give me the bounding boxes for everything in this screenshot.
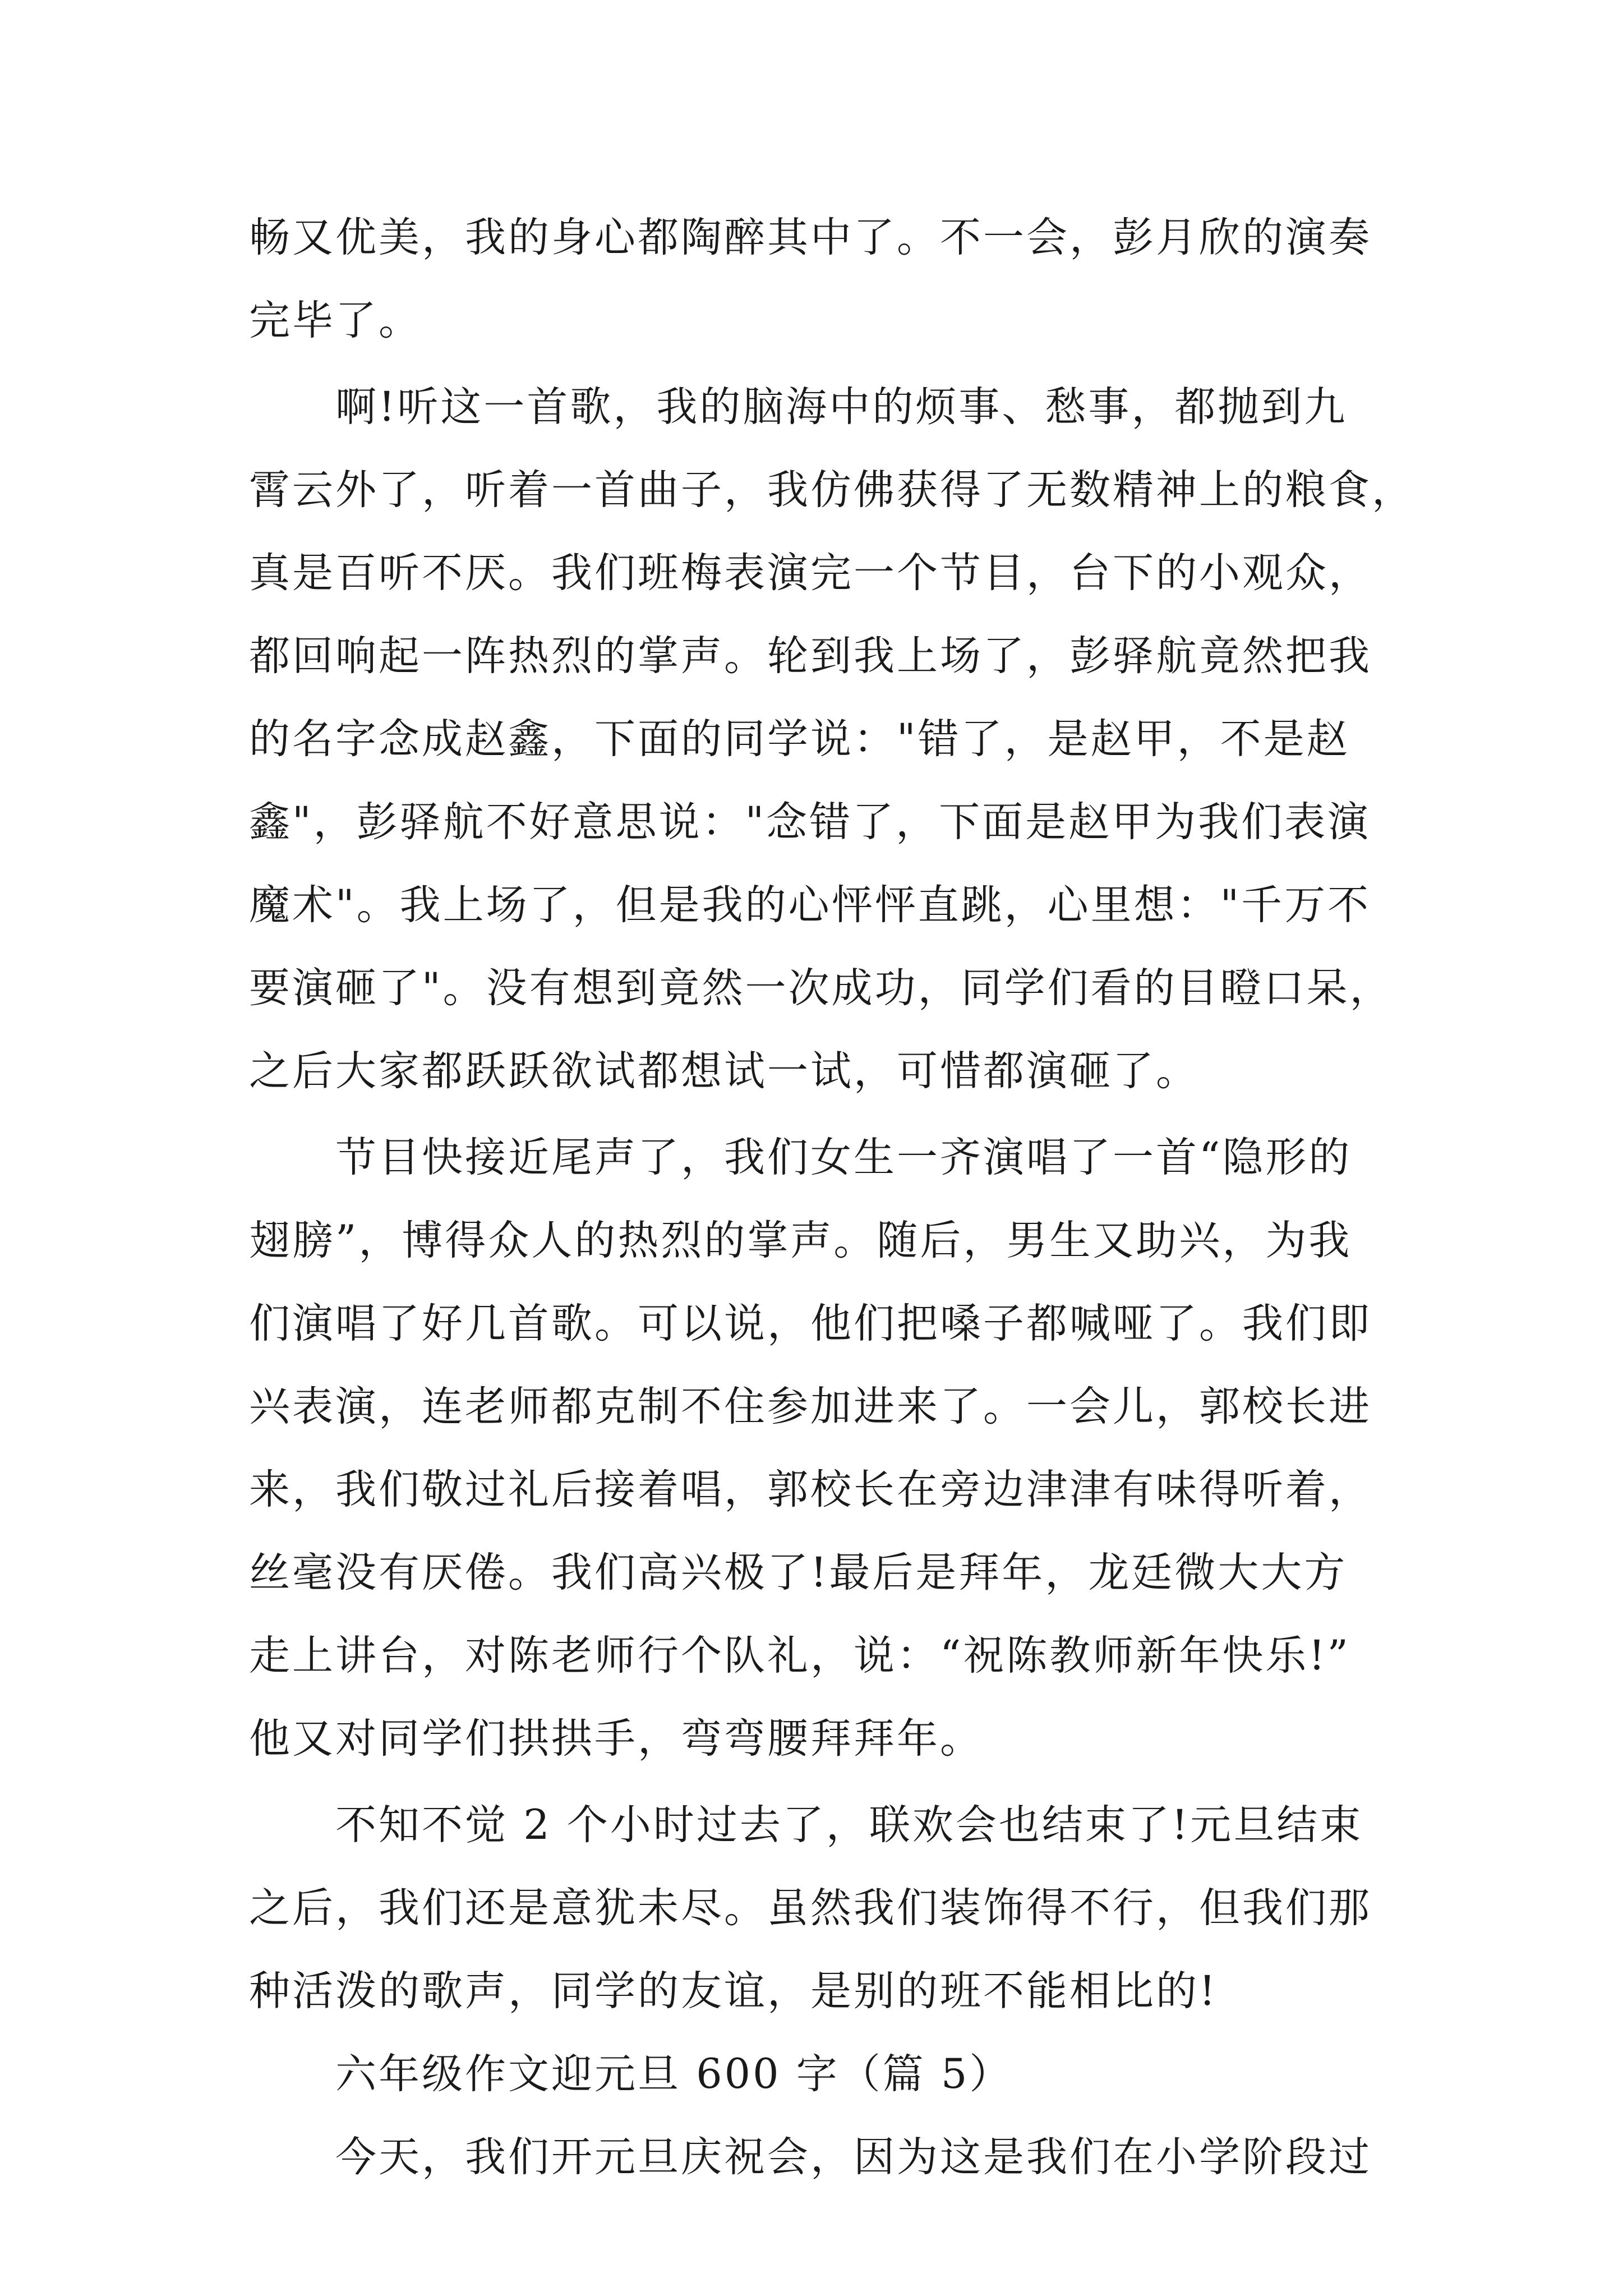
text-line: 之后，我们还是意犹未尽。虽然我们装饰得不行，但我们那: [249, 1884, 1372, 1932]
text-line: 完毕了。: [249, 297, 422, 344]
text-line: 啊!听这一首歌，我的脑海中的烦事、愁事，都抛到九: [249, 383, 1348, 431]
text-line: 畅又优美，我的身心都陶醉其中了。不一会，彭月欣的演奏: [249, 214, 1372, 261]
text-line: 之后大家都跃跃欲试都想试一试，可惜都演砸了。: [249, 1047, 1199, 1095]
text-line: 来，我们敬过礼后接着唱，郭校长在旁边津津有味得听着，: [249, 1466, 1372, 1513]
text-line: 都回响起一阵热烈的掌声。轮到我上场了，彭驿航竟然把我: [249, 632, 1372, 680]
text-line: 翅膀”，博得众人的热烈的掌声。随后，男生又助兴，为我: [249, 1217, 1352, 1264]
text-line: 鑫"，彭驿航不好意思说："念错了，下面是赵甲为我们表演: [249, 798, 1371, 846]
text-line: 丝毫没有厌倦。我们高兴极了!最后是拜年，龙廷微大大方: [249, 1549, 1348, 1596]
text-line: 种活泼的歌声，同学的友谊，是别的班不能相比的!: [249, 1967, 1218, 2015]
text-line: 魔术"。我上场了，但是我的心怦怦直跳，心里想："千万不: [249, 881, 1371, 929]
text-line: 节目快接近尾声了，我们女生一齐演唱了一首“隐形的: [249, 1134, 1352, 1181]
text-line: 不知不觉 2 个小时过去了，联欢会也结束了!元旦结束: [249, 1801, 1363, 1849]
text-line: 霄云外了，听着一首曲子，我仿佛获得了无数精神上的粮食，: [249, 466, 1415, 514]
text-line: 今天，我们开元旦庆祝会，因为这是我们在小学阶段过: [249, 2133, 1372, 2181]
text-line: 的名字念成赵鑫，下面的同学说："错了，是赵甲，不是赵: [249, 715, 1350, 763]
text-line: 走上讲台，对陈老师行个队礼，说：“祝陈教师新年快乐!”: [249, 1632, 1350, 1680]
text-line: 兴表演，连老师都克制不住参加进来了。一会儿，郭校长进: [249, 1383, 1372, 1430]
section-heading: 六年级作文迎元旦 600 字（篇 5）: [249, 2050, 1013, 2098]
text-line: 他又对同学们拱拱手，弯弯腰拜拜年。: [249, 1715, 983, 1763]
text-line: 真是百听不厌。我们班梅表演完一个节目，台下的小观众，: [249, 549, 1372, 597]
text-line: 们演唱了好几首歌。可以说，他们把嗓子都喊哑了。我们即: [249, 1300, 1372, 1347]
body-text: [249, 196, 1415, 2199]
text-line: 要演砸了"。没有想到竟然一次成功，同学们看的目瞪口呆，: [249, 964, 1393, 1012]
